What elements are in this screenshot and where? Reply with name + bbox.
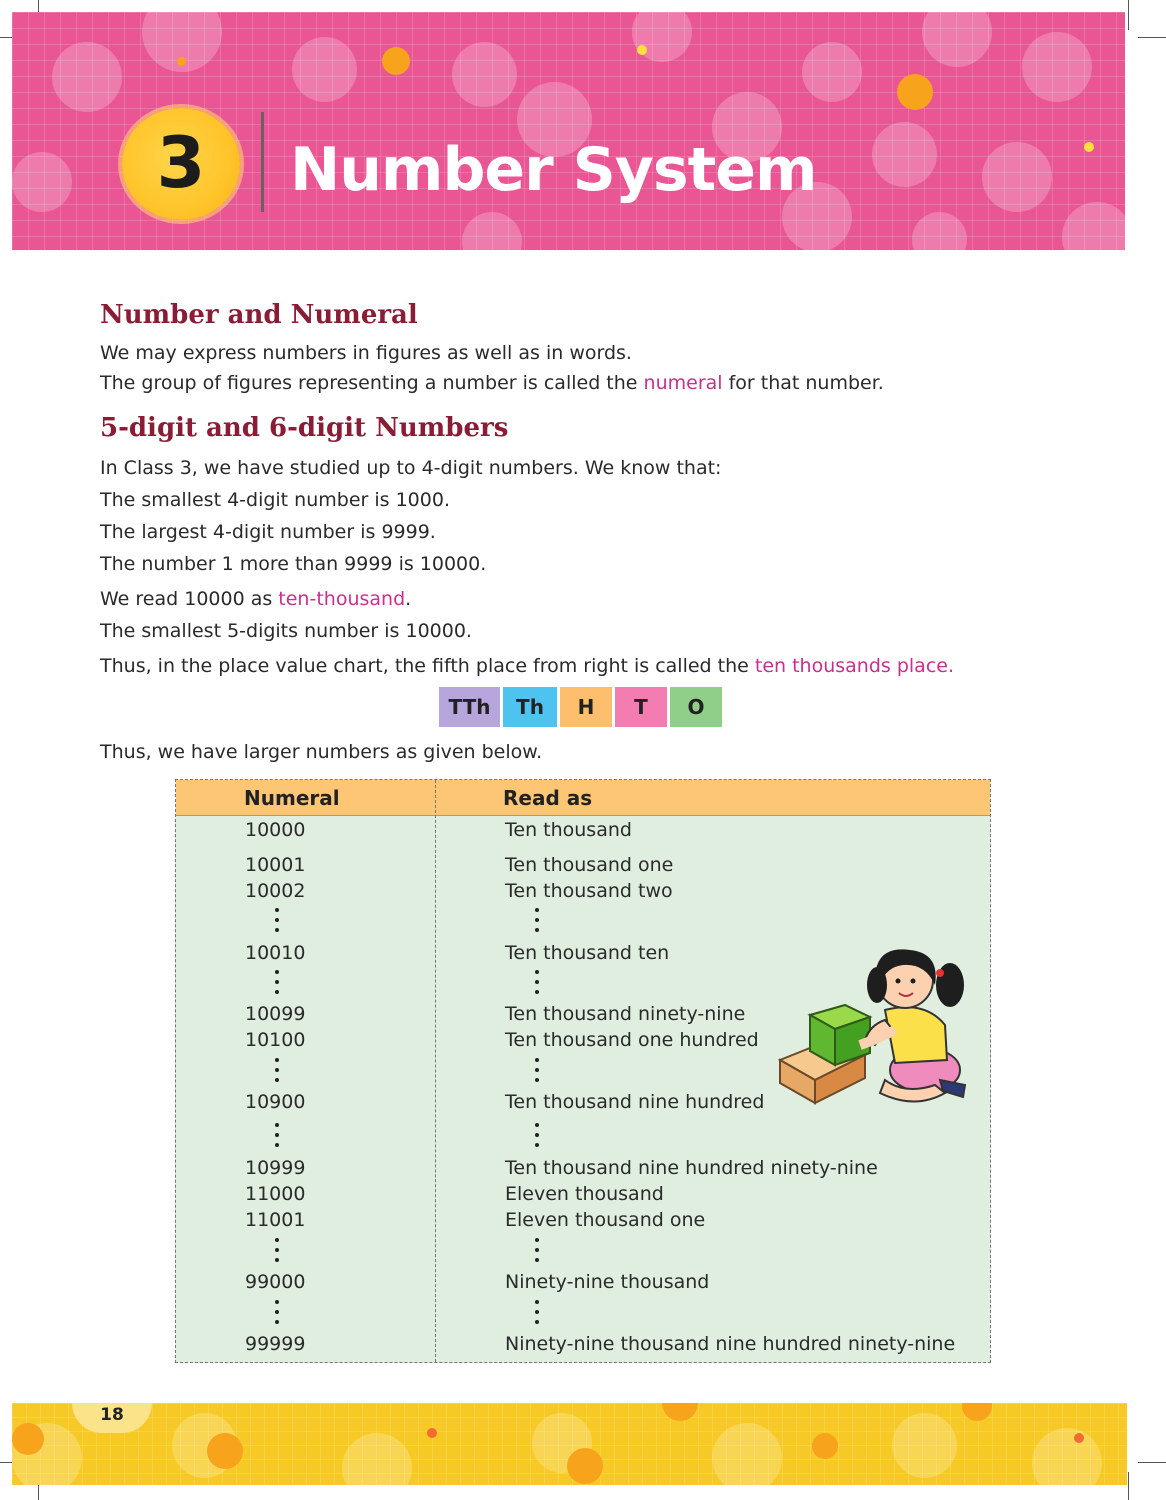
page-number: 18	[100, 1405, 124, 1425]
table-cell-numeral: 99999	[245, 1333, 306, 1355]
decor-bubble	[12, 152, 72, 212]
ellipsis-dots	[275, 1300, 279, 1330]
table-cell-numeral: 10000	[245, 819, 306, 841]
place-chip-tth: TTh	[439, 687, 500, 727]
decor-bubble	[912, 212, 967, 250]
table-cell-numeral: 10099	[245, 1003, 306, 1025]
title-divider	[261, 112, 264, 212]
decor-dot	[1084, 142, 1094, 152]
table-cell-read-as: Ten thousand ten	[505, 942, 670, 964]
table-cell-read-as: Ten thousand	[505, 819, 632, 841]
section-heading-number-numeral: Number and Numeral	[100, 300, 418, 330]
table-cell-read-as: Eleven thousand	[505, 1183, 664, 1205]
decor-dot	[662, 1403, 698, 1421]
paragraph-line	[100, 588, 411, 610]
table-cell-numeral: 10100	[245, 1029, 306, 1051]
table-cell-read-as: Ten thousand nine hundred ninety-nine	[505, 1157, 878, 1179]
decor-bubble	[452, 42, 517, 107]
paragraph-line: Thus, we have larger numbers as given below.	[100, 741, 543, 763]
table-cell-read-as: Ten thousand one	[505, 854, 674, 876]
text-span: The group of figures representing a number is called the	[100, 372, 644, 394]
paragraph-line: The smallest 5-digits number is 10000.	[100, 620, 472, 642]
decor-dot	[382, 47, 410, 75]
ellipsis-dots	[535, 1123, 539, 1153]
column-divider	[435, 780, 436, 1362]
table-cell-read-as: Ten thousand two	[505, 880, 673, 902]
ellipsis-dots	[275, 1123, 279, 1153]
decor-dot	[207, 1433, 243, 1469]
text-span: Thus, in the place value chart, the fifth place from right is called the	[100, 655, 755, 677]
paragraph-line: The smallest 4-digit number is 1000.	[100, 489, 450, 511]
place-value-chart	[439, 687, 722, 727]
decor-bubble	[922, 12, 992, 67]
decor-dot	[567, 1448, 603, 1484]
paragraph-line: The largest 4-digit number is 9999.	[100, 521, 436, 543]
header-read-as: Read as	[503, 786, 593, 810]
table-cell-read-as: Ninety-nine thousand	[505, 1271, 710, 1293]
ellipsis-dots	[535, 1058, 539, 1088]
decor-dot	[177, 57, 186, 66]
place-chip-th: Th	[503, 687, 557, 727]
decor-bubble	[802, 42, 862, 102]
table-cell-read-as: Ten thousand ninety-nine	[505, 1003, 746, 1025]
text-span: .	[405, 588, 412, 610]
place-chip-t: T	[615, 687, 667, 727]
decor-bubble	[52, 42, 122, 112]
decor-dot	[897, 74, 933, 110]
ellipsis-dots	[535, 970, 539, 1000]
ellipsis-dots	[535, 1238, 539, 1268]
paragraph-line: We may express numbers in figures as well as in words.	[100, 342, 632, 364]
ellipsis-dots	[535, 908, 539, 938]
crop-mark	[1128, 0, 1129, 30]
decor-bubble	[1032, 1428, 1102, 1485]
table-cell-read-as: Ten thousand nine hundred	[505, 1091, 765, 1113]
decor-dot	[427, 1428, 437, 1438]
page-number-tab	[72, 1403, 152, 1433]
decor-bubble	[892, 1413, 957, 1478]
crop-mark	[1138, 37, 1166, 38]
place-chip-h: H	[560, 687, 612, 727]
decor-dot	[962, 1403, 992, 1421]
page-footer	[12, 1403, 1127, 1485]
table-cell-read-as: Ten thousand one hundred	[505, 1029, 759, 1051]
decor-bubble	[1062, 202, 1125, 250]
ellipsis-dots	[535, 1300, 539, 1330]
decor-bubble	[1022, 32, 1092, 102]
place-chip-o: O	[670, 687, 722, 727]
ellipsis-dots	[275, 1058, 279, 1088]
chapter-title: Number System	[290, 135, 817, 205]
table-cell-numeral: 10001	[245, 854, 306, 876]
ellipsis-dots	[275, 908, 279, 938]
table-header-row	[176, 780, 990, 816]
paragraph-line: In Class 3, we have studied up to 4-digit numbers. We know that:	[100, 457, 722, 479]
table-cell-numeral: 10002	[245, 880, 306, 902]
text-span: We read 10000 as	[100, 588, 279, 610]
chapter-banner	[12, 12, 1125, 250]
decor-bubble	[342, 1433, 412, 1485]
highlight-term-ten-thousands-place: ten thousands place.	[754, 655, 954, 677]
ellipsis-dots	[275, 970, 279, 1000]
decor-bubble	[872, 122, 937, 187]
table-cell-numeral: 99000	[245, 1271, 306, 1293]
ellipsis-dots	[275, 1238, 279, 1268]
table-cell-numeral: 10010	[245, 942, 306, 964]
paragraph-line	[100, 372, 884, 394]
decor-bubble	[462, 212, 522, 250]
table-cell-numeral: 11000	[245, 1183, 306, 1205]
paragraph-line	[100, 655, 954, 677]
decor-bubble	[712, 1423, 782, 1485]
decor-dot	[12, 1423, 44, 1455]
text-span: for that number.	[722, 372, 884, 394]
crop-mark	[1138, 1462, 1166, 1463]
header-numeral: Numeral	[244, 786, 340, 810]
table-cell-read-as: Eleven thousand one	[505, 1209, 706, 1231]
table-cell-read-as: Ninety-nine thousand nine hundred ninety-nine	[505, 1333, 956, 1355]
table-cell-numeral: 10900	[245, 1091, 306, 1113]
section-heading-5-6-digit: 5-digit and 6-digit Numbers	[100, 413, 509, 443]
decor-bubble	[982, 142, 1052, 212]
table-cell-numeral: 10999	[245, 1157, 306, 1179]
table-cell-numeral: 11001	[245, 1209, 306, 1231]
decor-dot	[812, 1433, 838, 1459]
chapter-number-badge	[122, 108, 240, 220]
crop-mark	[1128, 1472, 1129, 1500]
decor-dot	[637, 45, 647, 55]
paragraph-line: The number 1 more than 9999 is 10000.	[100, 553, 487, 575]
chapter-number: 3	[156, 122, 206, 204]
decor-bubble	[292, 37, 357, 102]
highlight-term-ten-thousand: ten-thousand	[278, 588, 406, 610]
highlight-term-numeral: numeral	[643, 372, 723, 394]
decor-dot	[1074, 1433, 1084, 1443]
girl-with-blocks-illustration	[775, 945, 970, 1110]
